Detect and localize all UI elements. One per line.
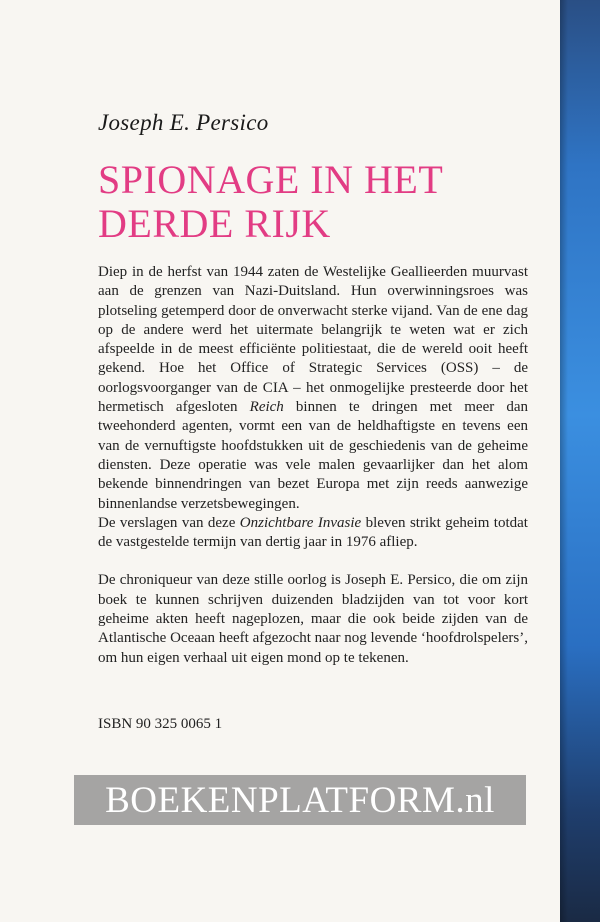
blurb-p2-text-a: De verslagen van deze <box>98 514 240 531</box>
blurb-p1-emphasis: Reich <box>249 399 284 416</box>
blurb <box>98 263 528 668</box>
blurb-p1-text-a: Diep in de herfst van 1944 zaten de Westelijke Geallieerden muurvast aan de grenzen van Nazi-Duitsland. Hun overwinningsroes was plotseling getemperd door de onverwacht sterke vijand. Van de ene dag op de andere werd het uitermate belangrijk te weten wat er zich afspeelde in de meest efficiënte politiestaat, die de wereld ooit heeft gekend. Hoe het Office of Strategic Services (OSS) – de oorlogsvoorganger van de CIA – het onmogelijke presteerde door het hermetisch afgesloten <box>98 264 528 416</box>
isbn-number: ISBN 90 325 0065 1 <box>98 716 223 732</box>
book-title <box>98 158 538 246</box>
title-line-1: SPIONAGE IN HET <box>98 157 444 202</box>
blurb-paragraph-1 <box>98 263 528 514</box>
author-name: Joseph E. Persico <box>98 110 269 135</box>
spine-shadow <box>560 0 568 922</box>
title-line-2: DERDE RIJK <box>98 201 331 246</box>
watermark-banner <box>74 775 526 825</box>
blurb-p1-text-b: binnen te dringen met meer dan tweehonderd agenten, vormt een van de heldhaftigste en tevens een van de vernuftigste hoofdstukken uit de geschiedenis van de geheime diensten. Deze operatie was vele malen gevaarlijker dan het alom bekende binnendringen van bezet Europa met zijn reeds aanwezige binnenlandse verzetsbewegingen. <box>98 399 528 512</box>
blurb-paragraph-2 <box>98 514 528 553</box>
watermark-text: BOEKENPLATFORM.nl <box>105 779 495 821</box>
blurb-paragraph-3: De chroniqueur van deze stille oorlog is Joseph E. Persico, die om zijn boek te kunnen schrijven duizenden bladzijden van tot voor kort geheime akten heeft nageplozen, maar die ook beide zijden van de Atlantische Oceaan heeft afgezocht naar nog levende ‘hoofdrolspelers’, om hun eigen verhaal uit eigen mond op te tekenen. <box>98 572 528 666</box>
blurb-p2-text-b: bleven strikt geheim totdat de vastgestelde termijn van dertig jaar in 1976 afliep. <box>98 514 528 551</box>
blurb-p2-emphasis: Onzichtbare Invasie <box>239 514 362 531</box>
